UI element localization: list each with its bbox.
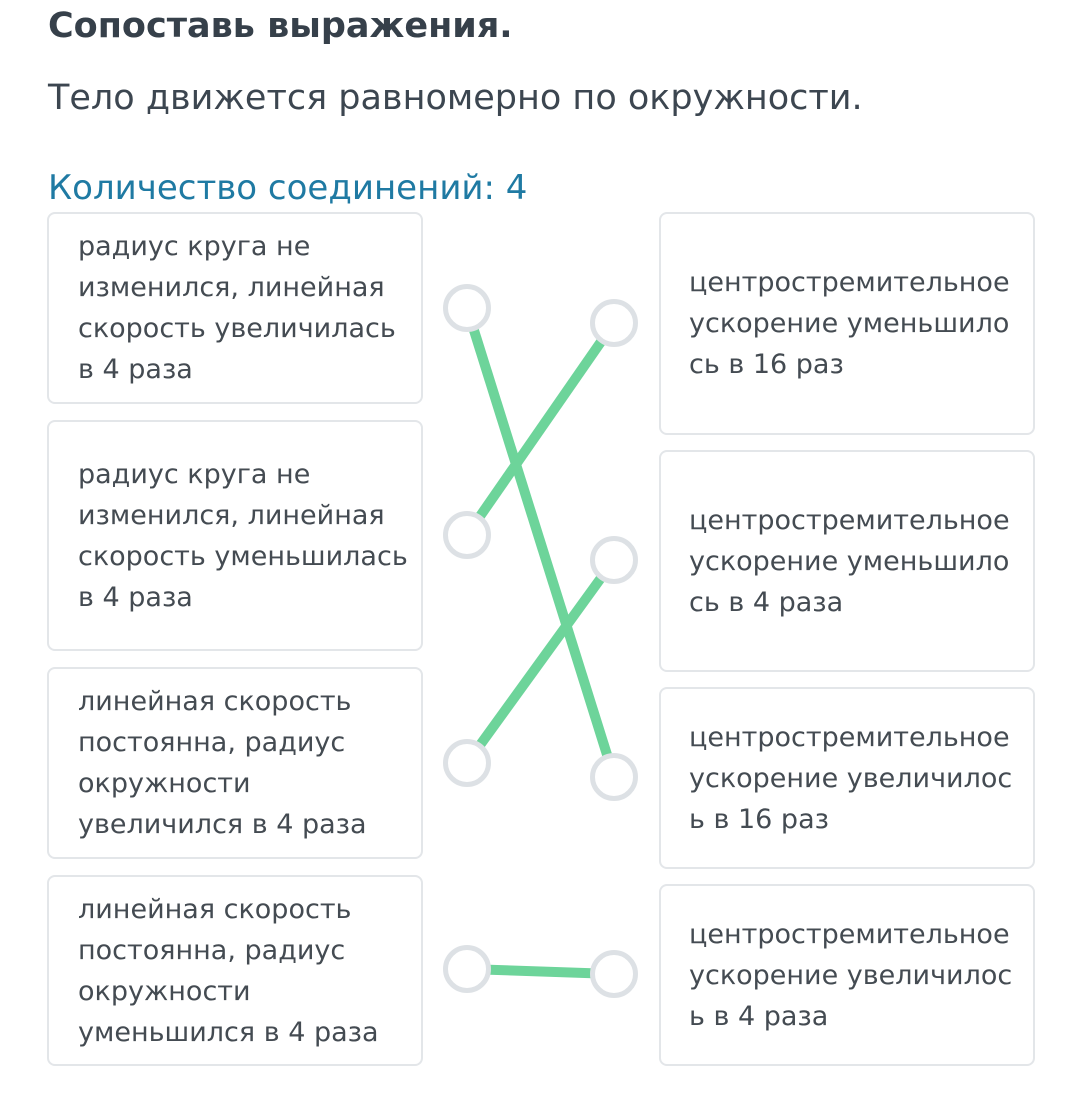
left-card-3[interactable] <box>47 667 423 859</box>
match-line-2 <box>467 323 614 535</box>
left-card-label: линейная скорость постоянна, радиус окружности увеличился в 4 раза <box>78 686 367 840</box>
match-line-3 <box>467 560 614 763</box>
right-connector-1[interactable] <box>590 299 638 347</box>
right-card-1[interactable] <box>659 212 1035 435</box>
right-card-label: центростремительное ускорение увеличилось в 4 раза <box>689 918 1013 1032</box>
task-description: Тело движется равномерно по окружности. <box>48 78 863 118</box>
left-card-2[interactable] <box>47 420 423 651</box>
right-card-2[interactable] <box>659 450 1035 672</box>
right-connector-2[interactable] <box>590 536 638 584</box>
left-connector-3[interactable] <box>443 739 491 787</box>
right-card-4[interactable] <box>659 884 1035 1066</box>
left-card-4[interactable] <box>47 875 423 1066</box>
right-card-label: центростремительное ускорение уменьшилось в 16 раз <box>689 267 1010 380</box>
right-card-label: центростремительное ускорение увеличилось в 16 раз <box>689 721 1013 835</box>
right-connector-4[interactable] <box>590 950 638 998</box>
left-connector-1[interactable] <box>443 284 491 332</box>
task-title: Сопоставь выражения. <box>48 6 513 46</box>
left-connector-4[interactable] <box>443 945 491 993</box>
left-card-label: радиус круга не изменился, линейная скорость увеличилась в 4 раза <box>78 231 396 385</box>
right-connector-3[interactable] <box>590 753 638 801</box>
right-card-3[interactable] <box>659 687 1035 869</box>
left-card-label: радиус круга не изменился, линейная скорость уменьшилась в 4 раза <box>78 458 408 613</box>
left-connector-2[interactable] <box>443 511 491 559</box>
left-card-label: линейная скорость постоянна, радиус окружности уменьшился в 4 раза <box>78 893 379 1048</box>
right-card-label: центростремительное ускорение уменьшилось в 4 раза <box>689 504 1010 618</box>
connections-count: Количество соединений: 4 <box>48 168 528 208</box>
left-card-1[interactable] <box>47 212 423 404</box>
